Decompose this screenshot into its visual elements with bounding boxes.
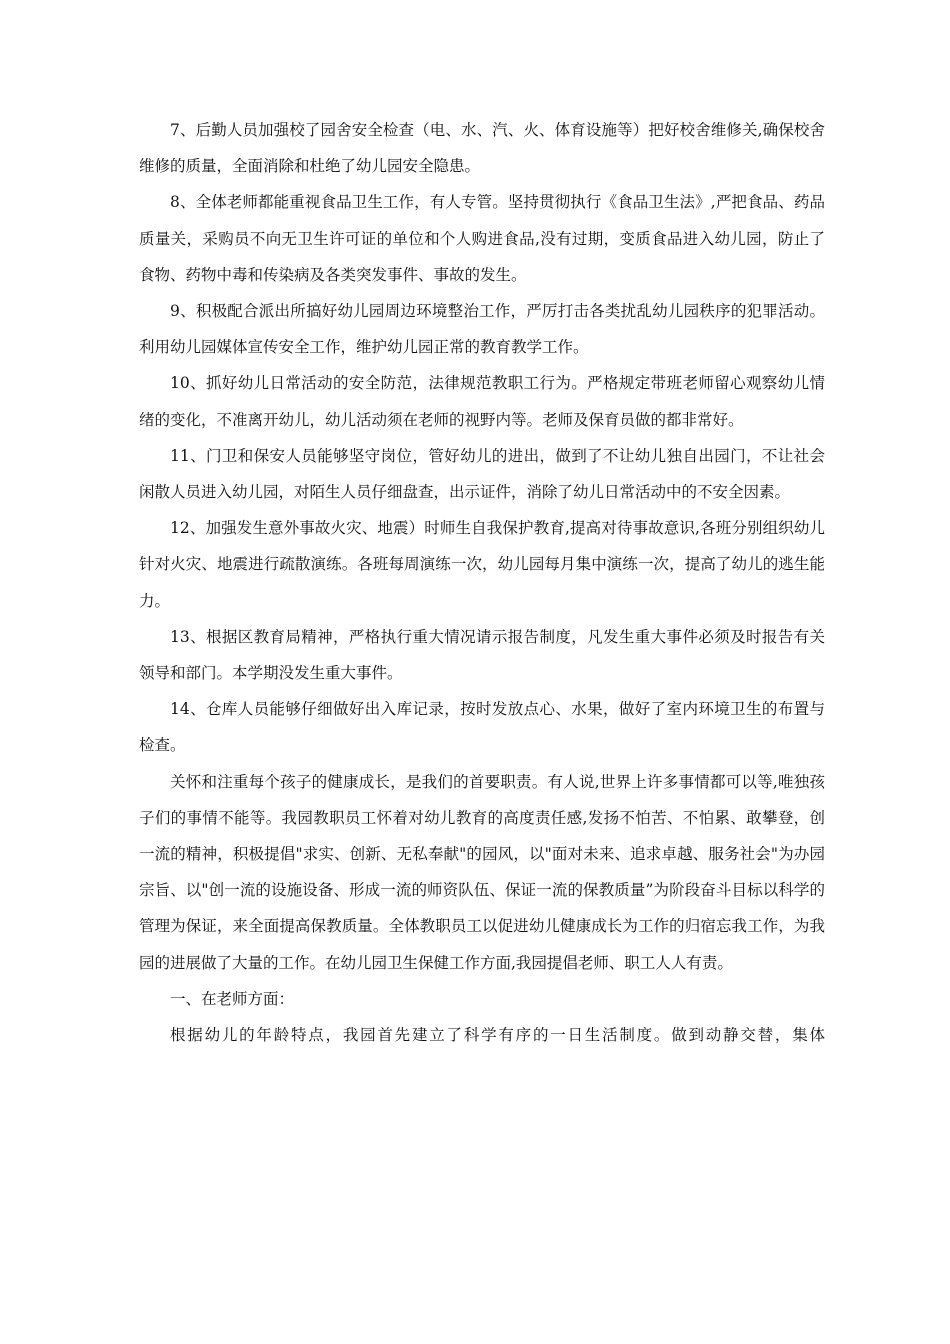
paragraph-item-10: 10、抓好幼儿日常活动的安全防范，法律规范教职工行为。严格规定带班老师留心观察幼儿情绪的变化，不准离开幼儿，幼儿活动须在老师的视野内等。老师及保育员做的都非常好。 (139, 374, 825, 429)
paragraph-daily-schedule: 根据幼儿的年龄特点，我园首先建立了科学有序的一日生活制度。做到动静交替，集体 (170, 1026, 825, 1045)
paragraph-summary: 关怀和注重每个孩子的健康成长，是我们的首要职责。有人说,世界上许多事情都可以等,唯独孩子们的事情不能等。我园教职员工怀着对幼儿教育的高度责任感,发扬不怕苦、不怕累、敢攀登，创一流的精神，积极提倡"求实、创新、无私奉献"的园风，以"面对未来、追求卓越、服务社会"为办园宗旨、以"创一流的设施设备、形成一流的师资队伍、保证一流的保教质量”为阶段奋斗目标以科学的管理为保证，来全面提高保教质量。全体教职员工以促进幼儿健康成长为工作的归宿忘我工作，为我园的进展做了大量的工作。在幼儿园卫生保健工作方面,我园提倡老师、职工人人有责。 (139, 772, 825, 972)
paragraph-item-9: 9、积极配合派出所搞好幼儿园周边环境整治工作，严厉打击各类扰乱幼儿园秩序的犯罪活动。利用幼儿园媒体宣传安全工作，维护幼儿园正常的教育教学工作。 (139, 302, 825, 357)
paragraph-item-13: 13、根据区教育局精神，严格执行重大情况请示报告制度，凡发生重大事件必须及时报告有关领导和部门。本学期没发生重大事件。 (139, 627, 825, 683)
paragraph-item-11: 11、门卫和保安人员能够坚守岗位，管好幼儿的进出，做到了不让幼儿独自出园门，不让社会闲散人员进入幼儿园，对陌生人员仔细盘查，出示证件，消除了幼儿日常活动中的不安全因素。 (139, 446, 825, 502)
paragraph-item-14: 14、仓库人员能够仔细做好出入库记录，按时发放点心、水果，做好了室内环境卫生的布置与检查。 (139, 700, 825, 755)
section-heading-teachers: 一、在老师方面： (170, 989, 295, 1008)
paragraph-item-12: 12、加强发生意外事故火灾、地震）时师生自我保护教育,提高对待事故意识,各班分别组织幼儿针对火灾、地震进行疏散演练。各班每周演练一次，幼儿园每月集中演练一次，提高了幼儿的逃生能力。 (139, 519, 825, 610)
paragraph-item-8: 8、全体老师都能重视食品卫生工作，有人专管。坚持贯彻执行《食品卫生法》,严把食品、药品质量关，采购员不向无卫生许可证的单位和个人购进食品,没有过期，变质食品进入幼儿园，防止了食物、药物中毒和传染病及各类突发事件、事故的发生。 (139, 193, 825, 284)
paragraph-item-7: 7、后勤人员加强校了园舍安全检查（电、水、汽、火、体育设施等）把好校舍维修关,确保校舍维修的质量，全面消除和杜绝了幼儿园安全隐患。 (139, 121, 825, 176)
document-page (139, 112, 825, 1053)
